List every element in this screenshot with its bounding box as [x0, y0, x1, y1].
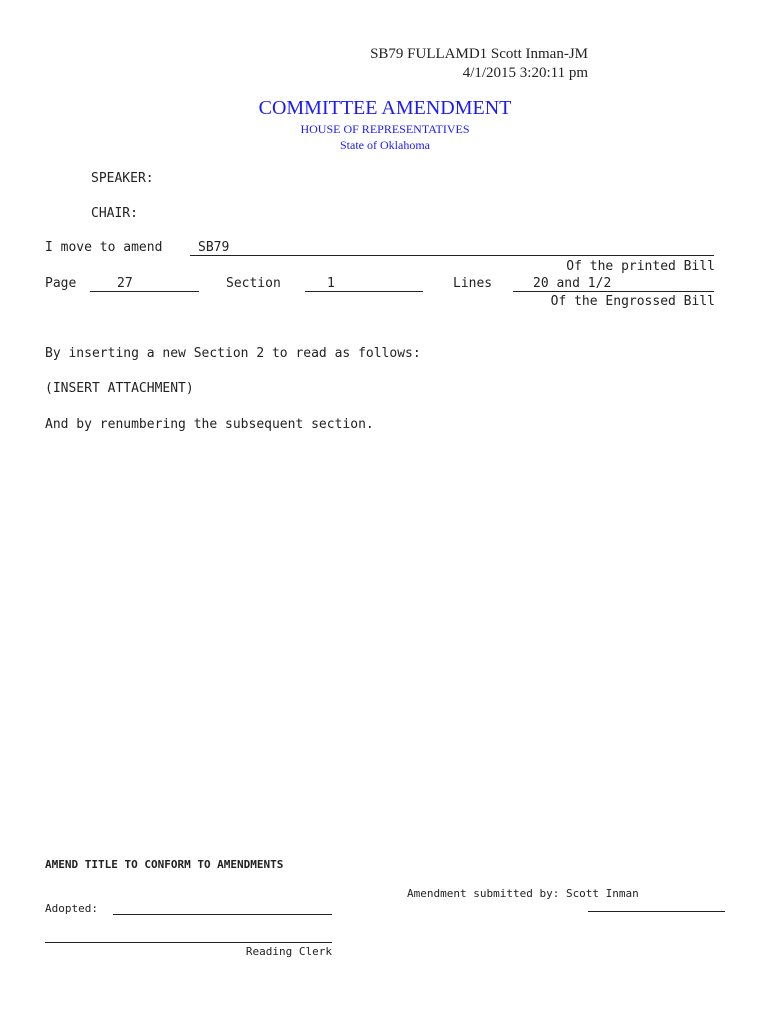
adopted-signature-line: [113, 914, 332, 915]
document-title: COMMITTEE AMENDMENT: [258, 97, 512, 119]
amendment-text-line: By inserting a new Section 2 to read as follows:: [45, 346, 421, 361]
amend-bill-field: [190, 240, 714, 256]
chair-label: CHAIR:: [91, 206, 138, 221]
page-field: [90, 276, 199, 292]
amend-title-notice: AMEND TITLE TO CONFORM TO AMENDMENTS: [45, 858, 284, 871]
reading-clerk-label: Reading Clerk: [245, 945, 332, 958]
page-label: Page: [45, 276, 77, 291]
lines-label: Lines: [453, 276, 493, 291]
renumbering-text: And by renumbering the subsequent section.: [45, 417, 374, 432]
section-label: Section: [226, 276, 281, 291]
engrossed-bill-label: Of the Engrossed Bill: [550, 294, 715, 309]
state-subtitle: State of Oklahoma: [340, 138, 430, 152]
reading-clerk-signature-line: [45, 942, 332, 943]
lines-value: 20 and 1/2: [533, 276, 612, 291]
adopted-label: Adopted:: [45, 902, 98, 915]
speaker-label: SPEAKER:: [91, 171, 154, 186]
house-subtitle: HOUSE OF REPRESENTATIVES: [300, 122, 470, 136]
section-value: 1: [327, 276, 335, 291]
document-timestamp: 4/1/2015 3:20:11 pm: [462, 65, 588, 81]
move-to-amend-label: I move to amend: [45, 240, 163, 255]
amend-bill-value: SB79: [198, 240, 230, 255]
submitter-signature-line: [588, 911, 725, 912]
lines-field: [513, 276, 714, 292]
printed-bill-label: Of the printed Bill: [566, 259, 715, 274]
page-value: 27: [117, 276, 133, 291]
section-field: [305, 276, 423, 292]
insert-attachment-text: (INSERT ATTACHMENT): [45, 381, 194, 396]
submitted-by-label: Amendment submitted by: Scott Inman: [407, 887, 639, 900]
document-id: SB79 FULLAMD1 Scott Inman-JM: [370, 46, 588, 62]
